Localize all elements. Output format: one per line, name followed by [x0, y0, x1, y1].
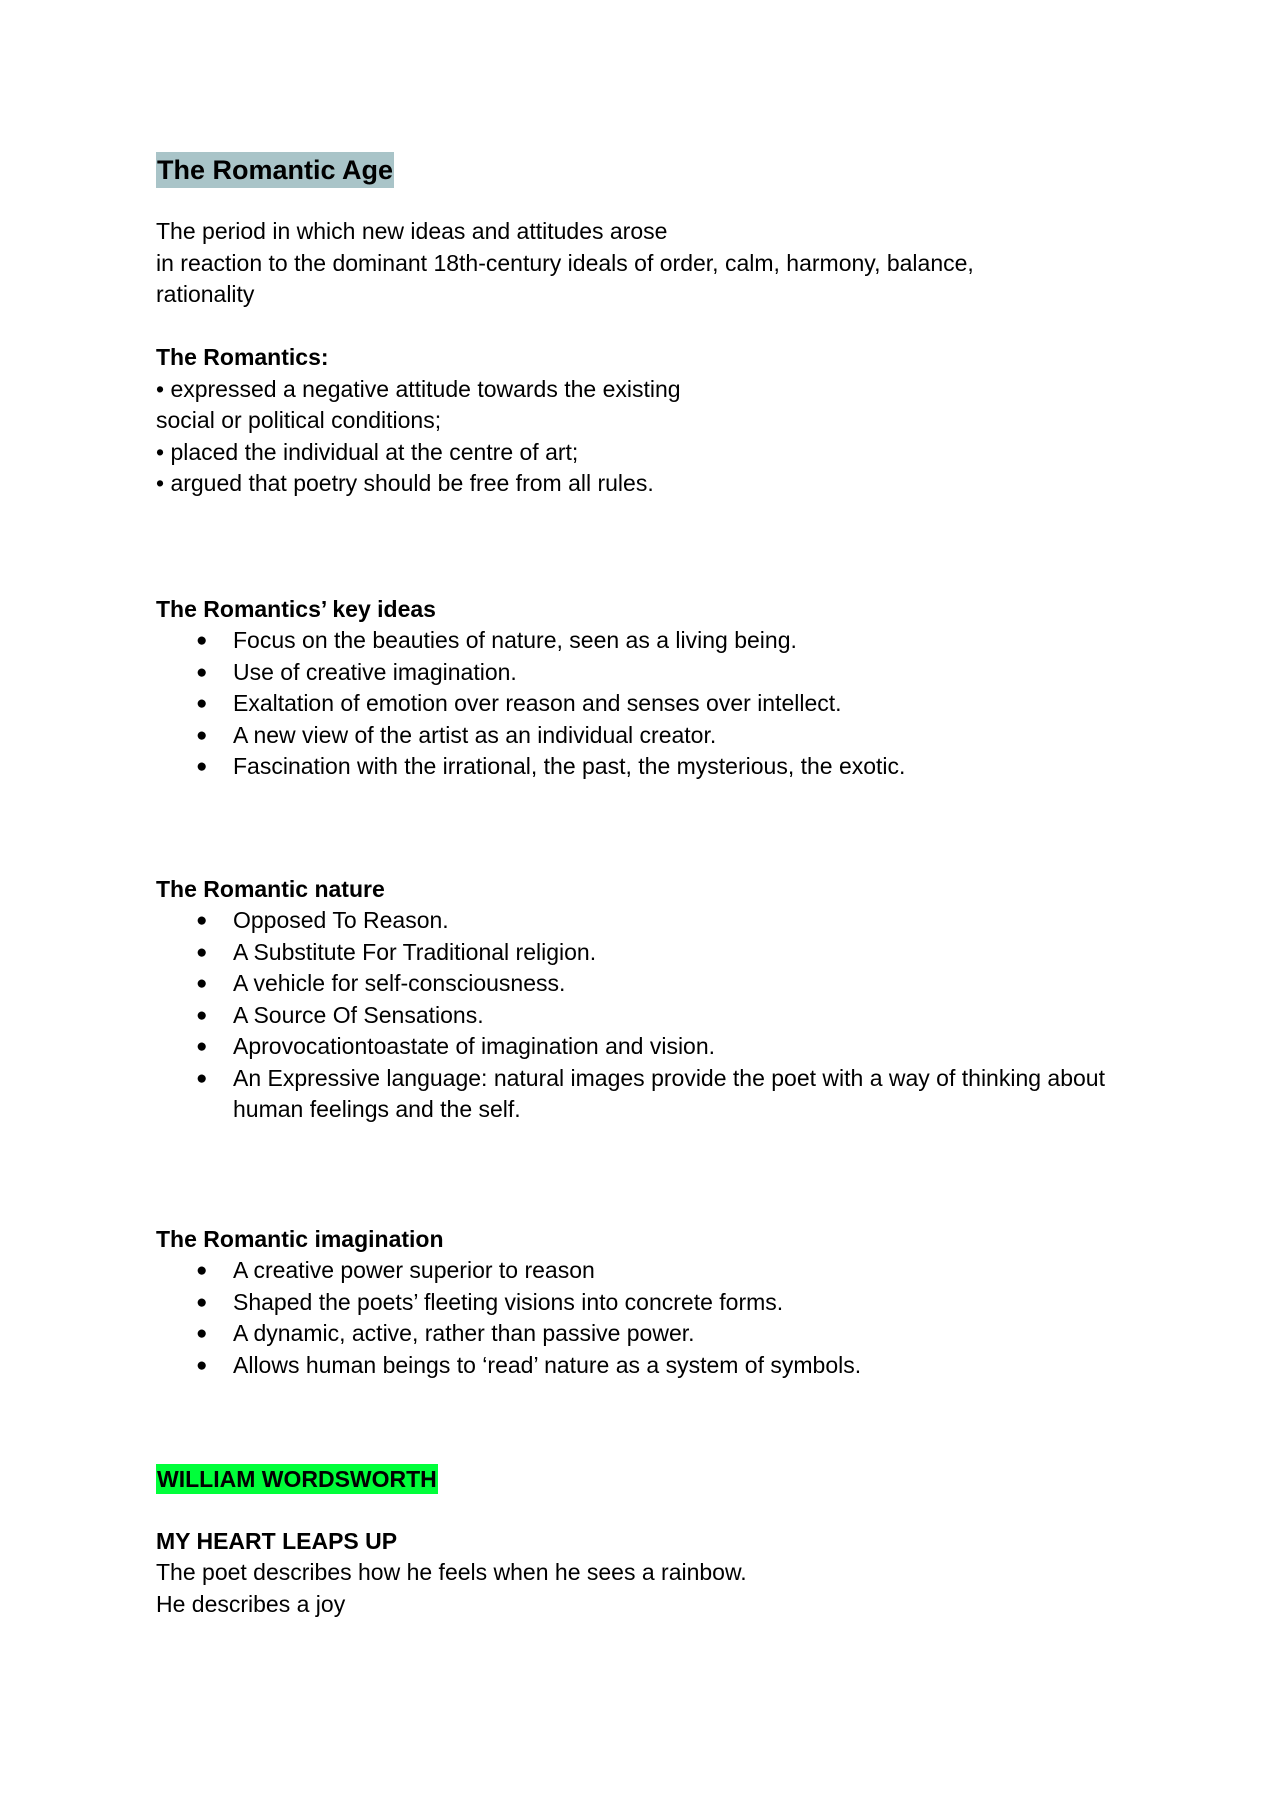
bullet-icon: ● [196, 910, 208, 931]
romantics-line-4: • argued that poetry should be free from all rules. [156, 470, 654, 496]
list-item: ● A new view of the artist as an individual creator. [156, 720, 1116, 752]
poem-line-2: He describes a joy [156, 1590, 346, 1617]
list-item: ● A vehicle for self-consciousness. [156, 968, 1116, 1000]
list-item: ● Use of creative imagination. [156, 657, 1116, 689]
list-item: ● Focus on the beauties of nature, seen as a living being. [156, 625, 1116, 657]
romantics-heading: The Romantics: [156, 344, 329, 370]
bullet-icon: ● [196, 1260, 208, 1281]
list-item: ● Aprovocationtoastate of imagination and vision. [156, 1031, 1116, 1063]
list-item: ● A creative power superior to reason [156, 1255, 1116, 1287]
list-item: ● Shaped the poets’ fleeting visions into concrete forms. [156, 1287, 1116, 1319]
bullet-icon: ● [196, 1354, 208, 1376]
bullet-icon: ● [196, 1036, 208, 1057]
intro-line-1: The period in which new ideas and attitudes arose [156, 218, 668, 244]
imagination-heading: The Romantic imagination [156, 1225, 444, 1252]
romantics-line-3: • placed the individual at the centre of art; [156, 438, 579, 465]
poem-title: MY HEART LEAPS UP [156, 1527, 398, 1554]
bullet-icon: ● [196, 1067, 208, 1089]
list-item: ● A dynamic, active, rather than passive power. [156, 1318, 1116, 1350]
page-title: The Romantic Age [156, 152, 394, 188]
romantics-line-1: • expressed a negative attitude towards the existing [156, 375, 681, 402]
list-item: ● Fascination with the irrational, the past, the mysterious, the exotic. [156, 751, 1116, 783]
list-item: ● A Source Of Sensations. [156, 1000, 1116, 1032]
romantics-line-2: social or political conditions; [156, 407, 442, 433]
bullet-icon: ● [196, 941, 208, 963]
bullet-icon: ● [196, 693, 208, 714]
bullet-icon: ● [196, 1004, 208, 1026]
list-item: ● An Expressive language: natural images provide the poet with a way of thinking about human feelings and the self. [196, 1064, 1105, 1122]
nature-heading: The Romantic nature [156, 875, 385, 902]
author-heading: WILLIAM WORDSWORTH [157, 1466, 437, 1492]
nature-list [156, 905, 1116, 1126]
list-item: ● Opposed To Reason. [156, 905, 1116, 937]
bullet-icon: ● [196, 756, 208, 777]
list-item: ● A Substitute For Traditional religion. [156, 937, 1116, 969]
poem-line-1: The poet describes how he feels when he sees a rainbow. [156, 1559, 747, 1585]
bullet-icon: ● [196, 630, 208, 651]
intro-line-3: rationality [156, 281, 255, 307]
bullet-icon: ● [196, 973, 208, 994]
imagination-list [156, 1255, 1116, 1381]
key-ideas-list [156, 625, 1116, 783]
bullet-icon: ● [196, 724, 208, 746]
list-item: ● Allows human beings to ‘read’ nature as a system of symbols. [156, 1350, 1116, 1382]
bullet-icon: ● [196, 1323, 208, 1344]
bullet-icon: ● [196, 661, 208, 683]
document-page [156, 152, 1116, 1620]
intro-line-2: in reaction to the dominant 18th-century ideals of order, calm, harmony, balance, [156, 249, 974, 276]
key-ideas-heading: The Romantics’ key ideas [156, 595, 436, 622]
list-item: ● Exaltation of emotion over reason and senses over intellect. [156, 688, 1116, 720]
bullet-icon: ● [196, 1291, 208, 1313]
